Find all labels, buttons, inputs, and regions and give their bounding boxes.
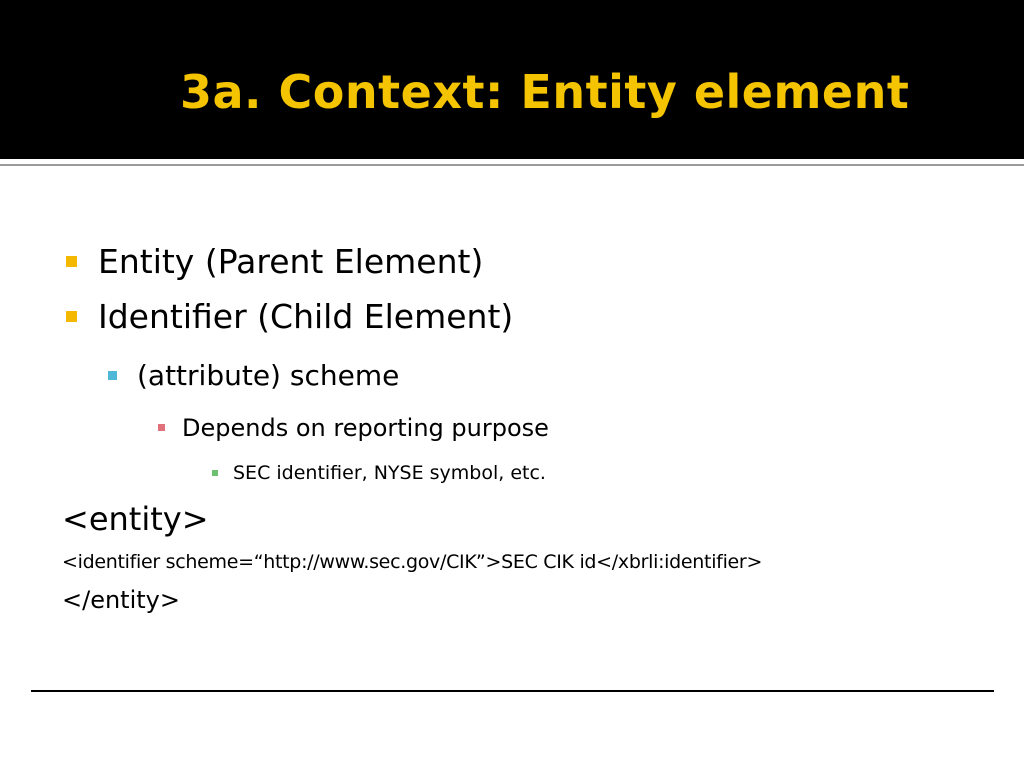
square-bullet-icon	[66, 311, 77, 322]
code-identifier-line: <identifier scheme=“http://www.sec.gov/CIK”>SEC CIK id</xbrli:identifier>	[62, 551, 763, 573]
slide-title: 3a. Context: Entity element	[180, 65, 910, 119]
square-bullet-icon	[108, 371, 117, 380]
bullet-text: Identifier (Child Element)	[98, 297, 514, 336]
square-bullet-icon	[158, 424, 165, 431]
square-bullet-icon	[66, 256, 77, 267]
bullet-text: SEC identifier, NYSE symbol, etc.	[233, 462, 546, 484]
bullet-text: (attribute) scheme	[137, 359, 400, 392]
code-close-tag: </entity>	[62, 586, 180, 614]
code-open-tag: <entity>	[62, 500, 209, 538]
square-bullet-icon	[212, 470, 218, 476]
title-divider	[0, 164, 1024, 166]
bullet-text: Entity (Parent Element)	[98, 242, 484, 281]
bullet-text: Depends on reporting purpose	[182, 414, 549, 442]
footer-divider	[31, 690, 994, 692]
